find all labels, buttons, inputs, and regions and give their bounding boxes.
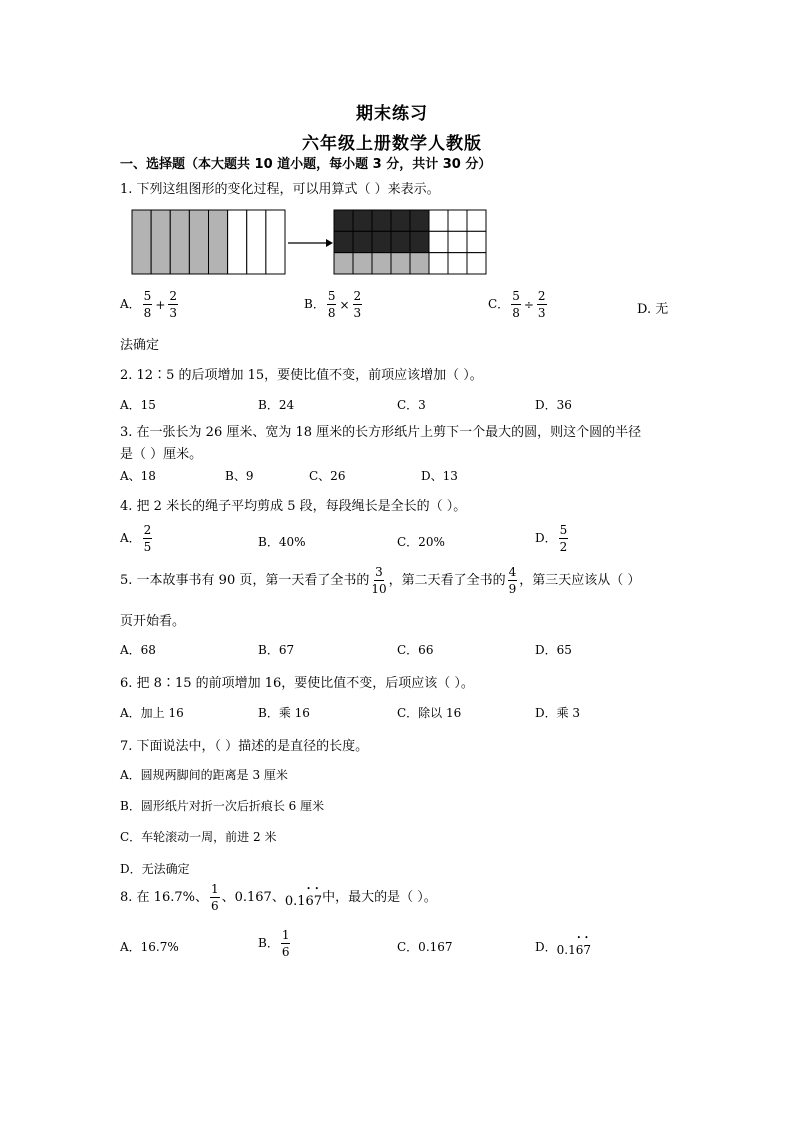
numerator: 2	[353, 289, 362, 303]
figure-left-strip	[266, 210, 285, 274]
question-1-figure	[130, 208, 490, 276]
figure-right-cell	[353, 231, 372, 252]
question-5-option-a[interactable]: A．68	[120, 643, 156, 657]
question-8-stem	[120, 883, 437, 912]
question-7-option-a[interactable]: A．圆规两脚间的距离是 3 厘米	[120, 768, 288, 782]
operator: ÷	[523, 297, 534, 312]
question-1-option-d-continued: 法确定	[120, 338, 160, 353]
stem-text: 、0.167、	[221, 890, 285, 905]
figure-right-cell	[353, 253, 372, 274]
numerator: 4	[508, 565, 517, 579]
figure-right-cell	[410, 210, 429, 231]
question-6-option-a[interactable]: A．加上 16	[120, 706, 184, 720]
stem-text: 5. 一本故事书有 90 页，第一天看了全书的	[120, 573, 370, 588]
question-1-option-a[interactable]	[120, 290, 180, 319]
question-3-option-b[interactable]: B、9	[225, 469, 254, 483]
fraction	[559, 524, 569, 553]
question-3-stem-line-1: 3. 在一张长为 26 厘米、宽为 18 厘米的长方形纸片上剪下一个最大的圆，则这个圆的半径	[120, 425, 642, 440]
numerator: 2	[537, 289, 546, 303]
denominator: 8	[512, 306, 520, 320]
question-4-option-c[interactable]: C．20%	[397, 535, 445, 549]
figure-right-cell	[334, 231, 353, 252]
fraction	[327, 290, 337, 319]
question-4-option-a[interactable]	[120, 524, 154, 553]
repeating-decimal	[285, 894, 322, 909]
stem-text: 8. 在 16.7%、	[120, 890, 208, 905]
stem-text: 中，最大的是（ ）。	[322, 890, 437, 905]
figure-left-strip	[209, 210, 228, 274]
figure-right-cell	[467, 231, 486, 252]
fraction	[210, 883, 220, 912]
option-label: A．	[120, 297, 141, 311]
denominator: 6	[210, 899, 219, 913]
question-5-option-c[interactable]: C．66	[397, 643, 434, 657]
denominator: 6	[281, 945, 290, 959]
question-3-option-c[interactable]: C、26	[309, 469, 346, 483]
question-5-option-d[interactable]: D．65	[535, 643, 572, 657]
question-2-option-c[interactable]: C．3	[397, 398, 426, 412]
operator: +	[155, 297, 166, 312]
repeating-digit: • 6	[576, 943, 584, 957]
figure-right-cell	[334, 253, 353, 274]
question-4-option-d[interactable]	[535, 524, 570, 553]
figure-left-strip	[228, 210, 247, 274]
numerator: 3	[375, 565, 383, 579]
denominator: 3	[169, 306, 178, 320]
option-label: D．	[535, 940, 557, 954]
figure-right-cell	[391, 210, 410, 231]
option-label: B．	[258, 936, 279, 950]
page-subtitle: 六年级上册数学人教版	[302, 134, 482, 154]
question-2-stem: 2. 12∶5 的后项增加 15，要使比值不变，前项应该增加（ ）。	[120, 368, 483, 383]
fraction	[168, 290, 178, 319]
question-6-option-b[interactable]: B．乘 16	[258, 706, 310, 720]
question-8-option-d[interactable]	[535, 938, 591, 957]
question-7-option-d[interactable]: D．无法确定	[120, 862, 190, 876]
question-1-option-d[interactable]: D. 无	[637, 302, 669, 317]
stem-text: ，第二天看了全书的	[388, 573, 506, 588]
figure-right-cell	[391, 253, 410, 274]
question-6-stem: 6. 把 8∶15 的前项增加 16，要使比值不变，后项应该（ ）。	[120, 676, 474, 691]
question-1-option-c[interactable]	[488, 290, 549, 319]
section-heading: 一、选择题（本大题共 10 道小题，每小题 3 分，共计 30 分）	[120, 157, 492, 172]
fraction	[371, 566, 386, 595]
figure-right-cell	[448, 210, 467, 231]
figure-right-cell	[334, 210, 353, 231]
fraction	[511, 290, 521, 319]
fraction	[353, 290, 363, 319]
decimal-base: 0.1	[556, 943, 576, 957]
figure-right-cell	[448, 231, 467, 252]
question-8-option-b[interactable]	[258, 929, 292, 958]
figure-right-cell	[372, 253, 391, 274]
question-1-option-b[interactable]	[304, 290, 364, 319]
question-1-stem: 1. 下列这组图形的变化过程，可以用算式（ ）来表示。	[120, 182, 440, 197]
denominator: 5	[143, 540, 152, 554]
question-2-option-b[interactable]: B．24	[258, 398, 295, 412]
figure-right-cell	[353, 210, 372, 231]
denominator: 3	[537, 306, 546, 320]
question-8-option-a[interactable]: A．16.7%	[120, 940, 179, 954]
fraction	[508, 566, 518, 595]
page-title: 期末练习	[356, 104, 428, 124]
figure-right-cell	[372, 231, 391, 252]
figure-right-rectangle	[334, 210, 486, 274]
figure-right-cell	[410, 231, 429, 252]
arrow-icon	[288, 239, 333, 247]
operator: ×	[339, 297, 350, 312]
question-3-stem-line-2: 是（ ）厘米。	[120, 447, 203, 462]
numerator: 1	[210, 882, 219, 896]
option-label: D．	[535, 531, 557, 545]
numerator: 2	[169, 289, 178, 303]
question-6-option-d[interactable]: D．乘 3	[535, 706, 581, 720]
question-6-option-c[interactable]: C．除以 16	[397, 706, 462, 720]
question-7-option-b[interactable]: B．圆形纸片对折一次后折痕长 6 厘米	[120, 799, 325, 813]
question-4-stem: 4. 把 2 米长的绳子平均剪成 5 段，每段绳长是全长的（ ）。	[120, 499, 467, 514]
question-2-option-d[interactable]: D．36	[535, 398, 572, 412]
numerator: 5	[512, 289, 520, 303]
denominator: 10	[371, 582, 387, 596]
stem-text: ，第三天应该从（ ）	[519, 573, 641, 588]
fraction	[281, 929, 291, 958]
figure-right-cell	[429, 253, 448, 274]
question-7-option-c[interactable]: C．车轮滚动一周，前进 2 米	[120, 830, 277, 844]
figure-right-cell	[467, 253, 486, 274]
numerator: 5	[327, 289, 336, 303]
repeating-digit: • 6	[306, 894, 314, 909]
fraction	[537, 290, 547, 319]
numerator: 5	[143, 289, 152, 303]
question-4-option-b[interactable]: B．40%	[258, 535, 306, 549]
question-3-option-d[interactable]: D、13	[421, 469, 458, 483]
repeating-digit: • 7	[583, 943, 591, 957]
option-label: B．	[304, 297, 325, 311]
numerator: 5	[559, 523, 568, 537]
figure-left-strip	[189, 210, 208, 274]
figure-right-cell	[429, 210, 448, 231]
denominator: 3	[353, 306, 362, 320]
question-3-option-a[interactable]: A、18	[120, 469, 156, 483]
fraction	[143, 524, 153, 553]
figure-right-cell	[372, 210, 391, 231]
question-2-option-a[interactable]: A．15	[120, 398, 156, 412]
figure-right-cell	[467, 210, 486, 231]
question-7-stem: 7. 下面说法中，（ ）描述的是直径的长度。	[120, 739, 369, 754]
question-5-stem	[120, 566, 640, 595]
denominator: 2	[559, 540, 568, 554]
figure-left-strip	[151, 210, 170, 274]
repeating-decimal	[557, 943, 591, 957]
repeating-digit: • 7	[314, 894, 322, 909]
figure-right-cell	[429, 231, 448, 252]
figure-left-strip	[132, 210, 151, 274]
figure-left-strip	[247, 210, 266, 274]
figure-right-cell	[448, 253, 467, 274]
decimal-base: 0.1	[284, 894, 306, 909]
numerator: 2	[143, 523, 152, 537]
figure-right-cell	[410, 253, 429, 274]
question-5-option-b[interactable]: B．67	[258, 643, 295, 657]
denominator: 8	[327, 306, 336, 320]
question-5-stem-line-2: 页开始看。	[120, 614, 186, 629]
numerator: 1	[281, 928, 290, 942]
fraction	[143, 290, 153, 319]
figure-right-cell	[391, 231, 410, 252]
denominator: 9	[508, 582, 517, 596]
option-label: C．	[488, 297, 510, 311]
question-8-option-c[interactable]: C．0.167	[397, 940, 453, 954]
figure-left-strip	[170, 210, 189, 274]
option-label: A．	[120, 531, 141, 545]
denominator: 8	[143, 306, 152, 320]
figure-left-rectangle	[132, 210, 285, 274]
